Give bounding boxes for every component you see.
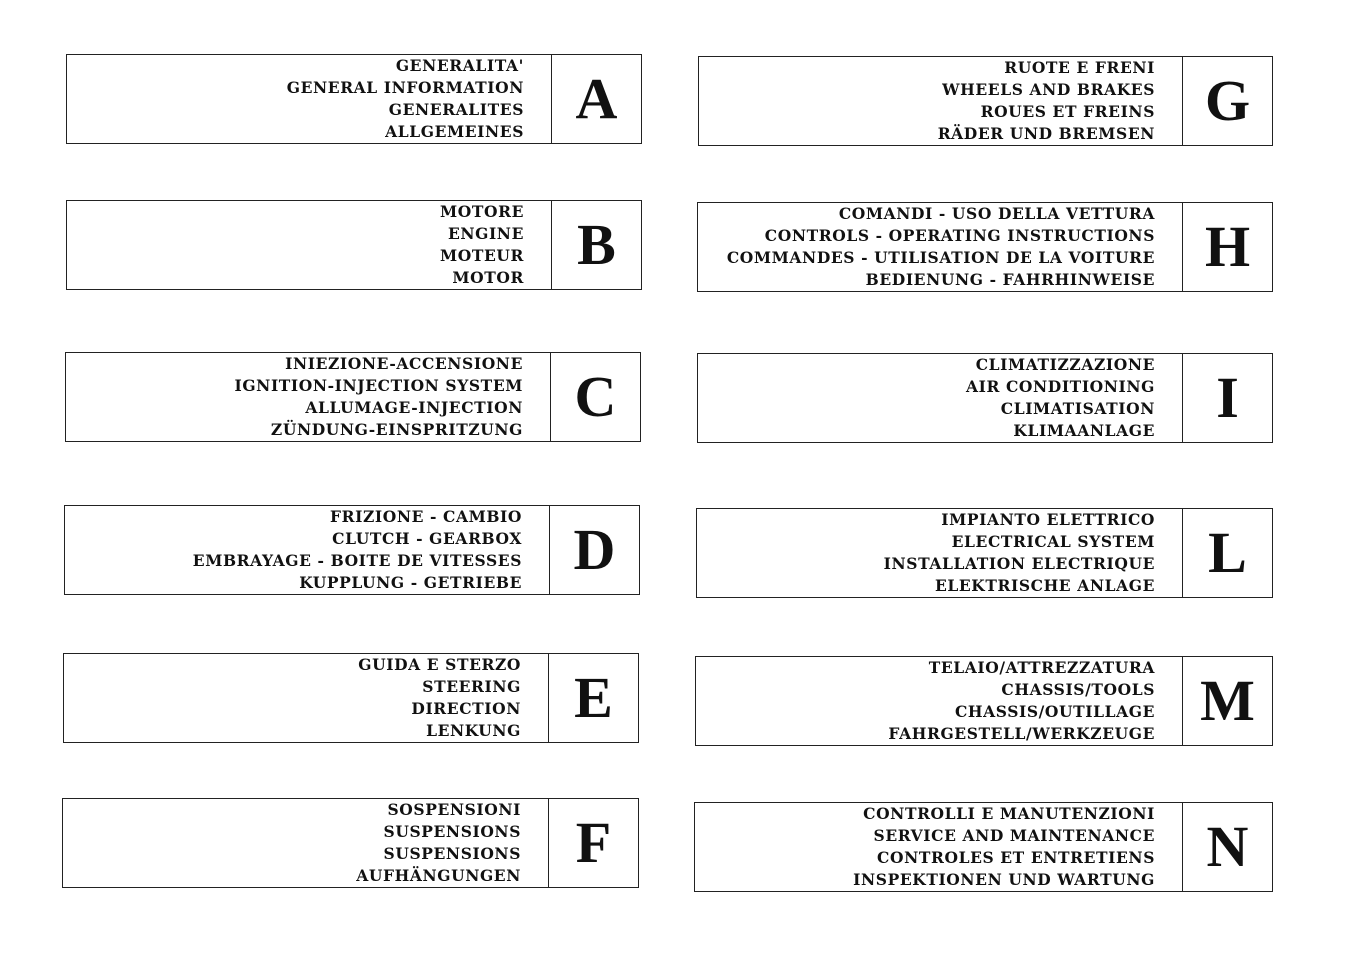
- title-english: CLUTCH - GEARBOX: [332, 529, 522, 548]
- section-e-tab[interactable]: [63, 653, 639, 743]
- section-title-block: [64, 654, 549, 742]
- section-title-block: [695, 803, 1183, 891]
- title-italian: COMANDI - USO DELLA VETTURA: [838, 204, 1155, 223]
- title-italian: SOSPENSIONI: [387, 800, 521, 819]
- title-italian: MOTORE: [440, 202, 524, 221]
- title-italian: GUIDA E STERZO: [358, 655, 521, 674]
- title-french: CLIMATISATION: [1000, 399, 1155, 418]
- title-english: WHEELS AND BRAKES: [942, 80, 1155, 99]
- section-letter: D: [573, 517, 616, 582]
- title-english: SERVICE AND MAINTENANCE: [873, 826, 1155, 845]
- section-title-block: [699, 57, 1183, 145]
- section-letter: H: [1204, 214, 1251, 279]
- section-l-tab[interactable]: [696, 508, 1273, 598]
- title-german: AUFHÄNGUNGEN: [356, 866, 521, 885]
- title-italian: GENERALITA': [395, 56, 524, 75]
- title-italian: CONTROLLI E MANUTENZIONI: [863, 804, 1155, 823]
- title-german: INSPEKTIONEN UND WARTUNG: [853, 870, 1155, 889]
- section-h-tab[interactable]: [697, 202, 1273, 292]
- title-italian: FRIZIONE - CAMBIO: [330, 507, 522, 526]
- title-german: ELEKTRISCHE ANLAGE: [934, 576, 1155, 595]
- section-g-tab[interactable]: [698, 56, 1273, 146]
- title-french: DIRECTION: [411, 699, 521, 718]
- title-french: MOTEUR: [439, 246, 524, 265]
- section-a-tab[interactable]: [66, 54, 642, 144]
- section-letter: N: [1206, 814, 1249, 879]
- title-german: KLIMAANLAGE: [1013, 421, 1155, 440]
- section-title-block: [697, 509, 1183, 597]
- section-n-tab[interactable]: [694, 802, 1273, 892]
- title-english: GENERAL INFORMATION: [286, 78, 524, 97]
- section-i-tab[interactable]: [697, 353, 1273, 443]
- title-german: KUPPLUNG - GETRIEBE: [299, 573, 522, 592]
- title-french: EMBRAYAGE - BOITE DE VITESSES: [192, 551, 522, 570]
- section-letter: G: [1204, 68, 1251, 133]
- section-letter: B: [577, 212, 616, 277]
- section-title-block: [65, 506, 550, 594]
- title-english: ENGINE: [447, 224, 524, 243]
- section-d-tab[interactable]: [64, 505, 640, 595]
- title-english: AIR CONDITIONING: [966, 377, 1155, 396]
- title-italian: CLIMATIZZAZIONE: [975, 355, 1155, 374]
- title-italian: IMPIANTO ELETTRICO: [941, 510, 1155, 529]
- section-title-block: [66, 353, 551, 441]
- title-italian: TELAIO/ATTREZZATURA: [928, 658, 1155, 677]
- title-english: CHASSIS/TOOLS: [1001, 680, 1155, 699]
- title-german: ALLGEMEINES: [385, 122, 524, 141]
- title-english: ELECTRICAL SYSTEM: [951, 532, 1155, 551]
- title-italian: RUOTE E FRENI: [1004, 58, 1155, 77]
- title-french: CHASSIS/OUTILLAGE: [954, 702, 1155, 721]
- section-title-block: [698, 354, 1183, 442]
- section-letter: L: [1208, 520, 1247, 585]
- title-german: FAHRGESTELL/WERKZEUGE: [888, 724, 1155, 743]
- section-letter: C: [574, 364, 617, 429]
- section-letter: M: [1200, 668, 1255, 733]
- section-letter: F: [575, 810, 612, 875]
- section-b-tab[interactable]: [66, 200, 642, 290]
- section-title-block: [67, 55, 552, 143]
- title-french: GENERALITES: [388, 100, 524, 119]
- title-french: ALLUMAGE-INJECTION: [305, 398, 523, 417]
- section-c-tab[interactable]: [65, 352, 641, 442]
- section-letter: I: [1216, 365, 1239, 430]
- title-french: COMMANDES - UTILISATION DE LA VOITURE: [726, 248, 1155, 267]
- title-english: SUSPENSIONS: [383, 822, 521, 841]
- title-french: SUSPENSIONS: [383, 844, 521, 863]
- title-english: CONTROLS - OPERATING INSTRUCTIONS: [764, 226, 1155, 245]
- title-german: MOTOR: [452, 268, 524, 287]
- title-english: STEERING: [422, 677, 521, 696]
- title-french: INSTALLATION ELECTRIQUE: [883, 554, 1155, 573]
- title-italian: INIEZIONE-ACCENSIONE: [285, 354, 523, 373]
- section-letter: E: [574, 665, 613, 730]
- section-title-block: [698, 203, 1183, 291]
- title-german: RÄDER UND BREMSEN: [937, 124, 1155, 143]
- section-title-block: [696, 657, 1183, 745]
- section-title-block: [63, 799, 549, 887]
- section-title-block: [67, 201, 552, 289]
- title-english: IGNITION-INJECTION SYSTEM: [234, 376, 523, 395]
- section-f-tab[interactable]: [62, 798, 639, 888]
- title-french: ROUES ET FREINS: [980, 102, 1155, 121]
- section-letter: A: [575, 66, 618, 131]
- title-french: CONTROLES ET ENTRETIENS: [877, 848, 1155, 867]
- title-german: ZÜNDUNG-EINSPRITZUNG: [270, 420, 523, 439]
- section-m-tab[interactable]: [695, 656, 1273, 746]
- title-german: LENKUNG: [426, 721, 521, 740]
- title-german: BEDIENUNG - FAHRHINWEISE: [865, 270, 1155, 289]
